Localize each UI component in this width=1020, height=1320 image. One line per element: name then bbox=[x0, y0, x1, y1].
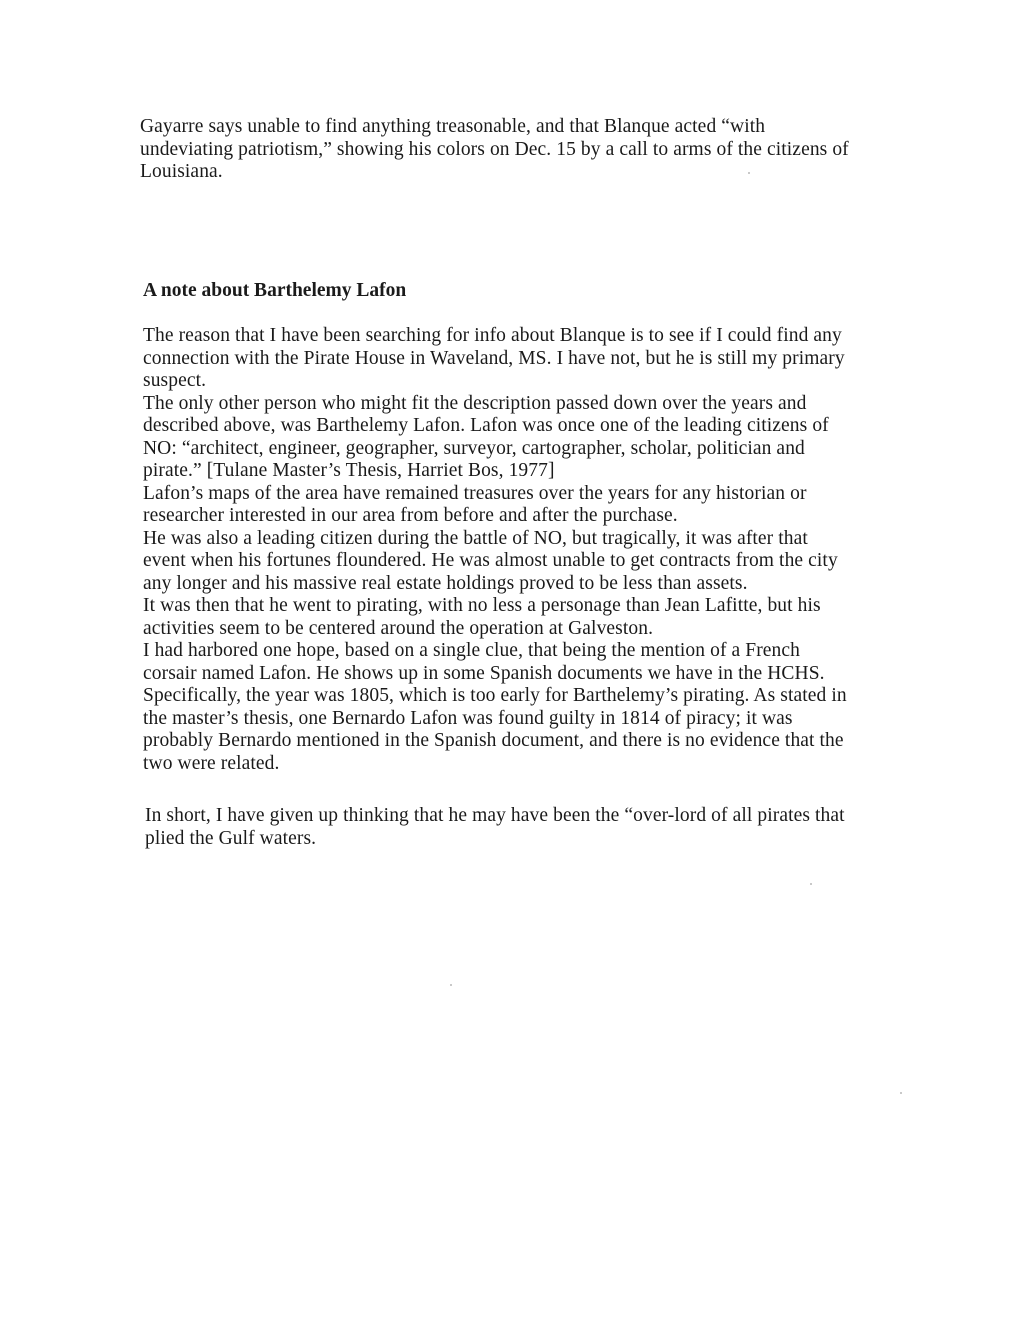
scan-speck bbox=[450, 984, 452, 986]
closing-line: plied the Gulf waters. bbox=[145, 827, 317, 849]
body-line: corsair named Lafon. He shows up in some Spanish documents we have in the HCHS. bbox=[143, 662, 825, 684]
scan-speck bbox=[810, 883, 812, 885]
body-line: any longer and his massive real estate holdings proved to be less than assets. bbox=[143, 572, 748, 594]
body-line: two were related. bbox=[143, 752, 280, 774]
section-heading: A note about Barthelemy Lafon bbox=[143, 280, 407, 301]
body-line: It was then that he went to pirating, with no less a personage than Jean Lafitte, but his bbox=[143, 595, 821, 616]
scan-speck bbox=[748, 172, 750, 174]
body-paragraphs bbox=[143, 325, 883, 775]
body-line: He was also a leading citizen during the battle of NO, but tragically, it was after that bbox=[143, 527, 808, 549]
body-line: researcher interested in our area from before and after the purchase. bbox=[143, 505, 678, 526]
intro-line: undeviating patriotism,” showing his colors on Dec. 15 by a call to arms of the citizens of bbox=[140, 138, 849, 160]
intro-paragraph bbox=[140, 116, 880, 184]
body-line: Specifically, the year was 1805, which is too early for Barthelemy’s pirating. As stated in bbox=[143, 685, 847, 706]
intro-line: Gayarre says unable to find anything treasonable, and that Blanque acted “with bbox=[140, 116, 766, 137]
intro-line: Louisiana. bbox=[140, 161, 223, 182]
body-line: I had harbored one hope, based on a single clue, that being the mention of a French bbox=[143, 640, 801, 661]
body-line: pirate.” [Tulane Master’s Thesis, Harriet Bos, 1977] bbox=[143, 460, 555, 481]
body-line: suspect. bbox=[143, 370, 207, 391]
body-line: The reason that I have been searching for info about Blanque is to see if I could find any bbox=[143, 325, 842, 346]
body-line: probably Bernardo mentioned in the Spanish document, and there is no evidence that the bbox=[143, 730, 844, 751]
body-line: activities seem to be centered around the operation at Galveston. bbox=[143, 617, 654, 639]
body-line: described above, was Barthelemy Lafon. Lafon was once one of the leading citizens of bbox=[143, 415, 829, 436]
body-line: event when his fortunes floundered. He was almost unable to get contracts from the city bbox=[143, 550, 838, 571]
body-line: The only other person who might fit the description passed down over the years and bbox=[143, 392, 807, 414]
closing-paragraph bbox=[145, 805, 885, 850]
scan-speck bbox=[900, 1092, 902, 1094]
closing-line: In short, I have given up thinking that he may have been the “over-lord of all pirates that bbox=[145, 805, 845, 826]
body-line: the master’s thesis, one Bernardo Lafon was found guilty in 1814 of piracy; it was bbox=[143, 707, 793, 729]
body-line: Lafon’s maps of the area have remained treasures over the years for any historian or bbox=[143, 482, 807, 504]
body-line: connection with the Pirate House in Waveland, MS. I have not, but he is still my primary bbox=[143, 347, 845, 369]
body-line: NO: “architect, engineer, geographer, surveyor, cartographer, scholar, politician and bbox=[143, 437, 805, 459]
